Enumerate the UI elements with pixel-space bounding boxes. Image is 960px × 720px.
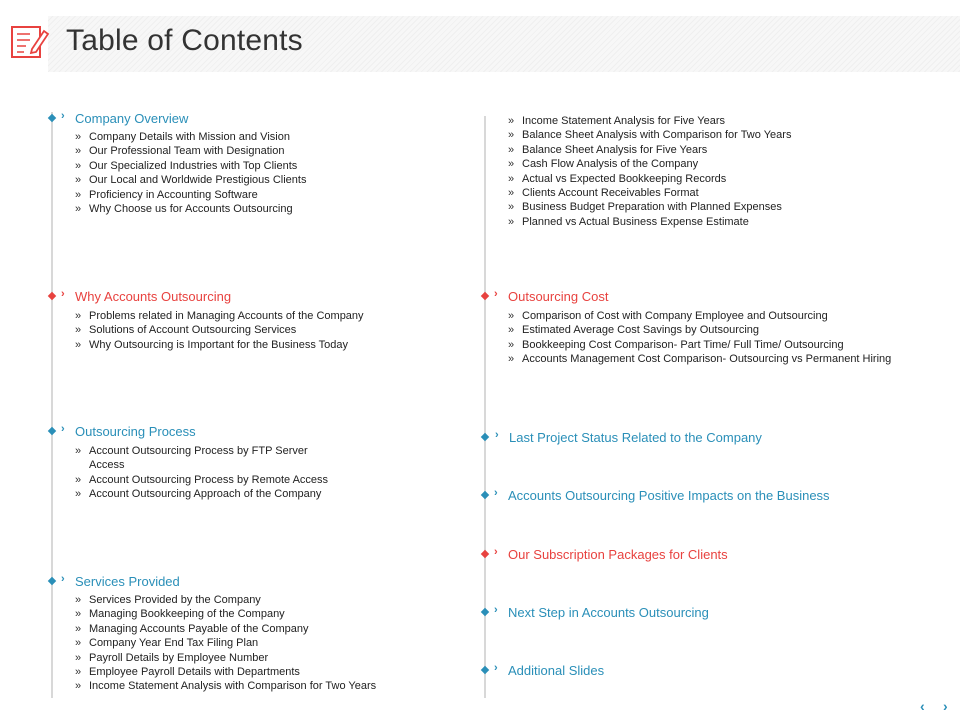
section-title: Next Step in Accounts Outsourcing — [508, 605, 709, 620]
list-item: » Solutions of Account Outsourcing Services — [75, 323, 405, 337]
list-item: » Account Outsourcing Process by FTP Server Access — [75, 444, 339, 473]
chevron-right-icon: › — [495, 429, 499, 441]
diamond-marker-icon — [481, 491, 489, 499]
list-item: » Income Statement Analysis for Five Years — [508, 114, 798, 128]
list-item: » Balance Sheet Analysis for Five Years — [508, 143, 798, 157]
list-item: » Cash Flow Analysis of the Company — [508, 157, 798, 171]
section-title: Our Subscription Packages for Clients — [508, 547, 728, 562]
list-item: » Company Year End Tax Filing Plan — [75, 636, 435, 650]
diamond-marker-icon — [48, 577, 56, 585]
list-item: » Payroll Details by Employee Number — [75, 651, 435, 665]
list-item: » Our Specialized Industries with Top Clients — [75, 159, 375, 173]
chevron-right-icon: › — [61, 423, 65, 435]
section-items-list — [508, 309, 908, 367]
section-title: Outsourcing Process — [75, 424, 196, 439]
chevron-right-icon: › — [494, 662, 498, 674]
list-item: » Bookkeeping Cost Comparison- Part Time/ Full Time/ Outsourcing — [508, 338, 908, 352]
diamond-marker-icon — [481, 550, 489, 558]
diamond-marker-icon — [481, 292, 489, 300]
section-title: Additional Slides — [508, 663, 605, 678]
section-items-list — [75, 593, 435, 694]
chevron-right-icon: › — [61, 288, 65, 300]
list-item: » Clients Account Receivables Format — [508, 186, 798, 200]
list-item: » Managing Bookkeeping of the Company — [75, 607, 435, 621]
list-item: » Income Statement Analysis with Comparison for Two Years — [75, 679, 435, 693]
list-item: » Business Budget Preparation with Planned Expenses — [508, 200, 798, 214]
list-item: » Balance Sheet Analysis with Comparison for Two Years — [508, 128, 798, 142]
list-item: » Proficiency in Accounting Software — [75, 188, 375, 202]
diamond-marker-icon — [481, 608, 489, 616]
section-items-list — [75, 309, 405, 352]
list-item: » Our Local and Worldwide Prestigious Clients — [75, 173, 375, 187]
document-edit-icon — [10, 22, 50, 62]
section-title: Why Accounts Outsourcing — [75, 289, 232, 304]
chevron-right-icon: › — [494, 604, 498, 616]
list-item: » Company Details with Mission and Vision — [75, 130, 375, 144]
diamond-marker-icon — [481, 666, 489, 674]
section-items-list — [75, 444, 365, 502]
list-item: » Why Choose us for Accounts Outsourcing — [75, 202, 375, 216]
section-title: Outsourcing Cost — [508, 289, 609, 304]
chevron-right-icon: › — [494, 546, 498, 558]
left-timeline-line — [51, 112, 53, 698]
next-slide-button[interactable]: › — [943, 698, 948, 714]
diamond-marker-icon — [48, 114, 56, 122]
list-item: » Account Outsourcing Approach of the Company — [75, 487, 365, 501]
chevron-right-icon: › — [61, 110, 65, 122]
page-title: Table of Contents — [66, 24, 303, 57]
chevron-right-icon: › — [61, 573, 65, 585]
diamond-marker-icon — [481, 433, 489, 441]
list-item: » Problems related in Managing Accounts of the Company — [75, 309, 405, 323]
section-title: Last Project Status Related to the Company — [509, 430, 762, 445]
list-item: » Employee Payroll Details with Departments — [75, 665, 435, 679]
chevron-right-icon: › — [494, 487, 498, 499]
continuation-items-list — [508, 114, 798, 229]
diamond-marker-icon — [48, 292, 56, 300]
list-item: » Account Outsourcing Process by Remote Access — [75, 473, 365, 487]
list-item: » Why Outsourcing is Important for the Business Today — [75, 338, 405, 352]
list-item: » Planned vs Actual Business Expense Estimate — [508, 215, 798, 229]
section-title: Accounts Outsourcing Positive Impacts on the Business — [508, 488, 830, 503]
list-item: » Our Professional Team with Designation — [75, 144, 375, 158]
list-item: » Comparison of Cost with Company Employee and Outsourcing — [508, 309, 908, 323]
list-item: » Services Provided by the Company — [75, 593, 435, 607]
previous-slide-button[interactable]: ‹ — [920, 698, 925, 714]
list-item: » Actual vs Expected Bookkeeping Records — [508, 172, 798, 186]
section-title: Company Overview — [75, 111, 189, 126]
list-item: » Estimated Average Cost Savings by Outsourcing — [508, 323, 908, 337]
chevron-right-icon: › — [494, 288, 498, 300]
list-item: » Managing Accounts Payable of the Company — [75, 622, 435, 636]
section-title: Services Provided — [75, 574, 180, 589]
section-items-list — [75, 130, 375, 216]
list-item: » Accounts Management Cost Comparison- Outsourcing vs Permanent Hiring — [508, 352, 908, 366]
diamond-marker-icon — [48, 427, 56, 435]
